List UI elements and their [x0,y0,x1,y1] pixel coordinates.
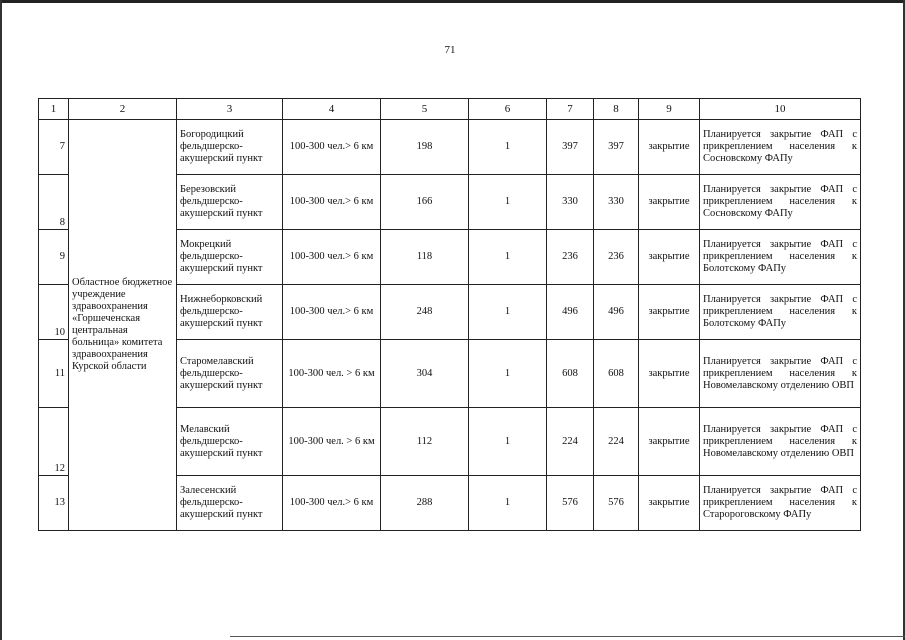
col6-cell: 1 [469,285,547,340]
col8-cell: 496 [594,285,639,340]
col7-cell: 496 [547,285,594,340]
note-cell: Планируется закрытие ФАП с прикреплением населения к Сосновскому ФАПу [700,120,861,175]
facility-name: Березовский фельдшерско-акушерский пункт [177,175,283,230]
facility-name: Мелавский фельдшерско-акушерский пункт [177,408,283,476]
action-cell: закрытие [639,476,700,531]
header-cell: 10 [700,99,861,120]
row-number: 12 [39,408,69,476]
col7-cell: 330 [547,175,594,230]
row-number: 11 [39,340,69,408]
header-cell: 4 [283,99,381,120]
action-cell: закрытие [639,230,700,285]
col8-cell: 608 [594,340,639,408]
col8-cell: 576 [594,476,639,531]
col6-cell: 1 [469,408,547,476]
col7-cell: 397 [547,120,594,175]
capacity-cell: 100-300 чел. > 6 км [283,340,381,408]
col8-cell: 397 [594,120,639,175]
organization-cell: Областное бюджетное учреждение здравоохранения «Горшеченская центральная больница» комитета здравоохранения Курской области [69,120,177,531]
col6-cell: 1 [469,230,547,285]
col5-cell: 118 [381,230,469,285]
col8-cell: 236 [594,230,639,285]
col7-cell: 608 [547,340,594,408]
facility-name: Залесенский фельдшерско-акушерский пункт [177,476,283,531]
note-cell: Планируется закрытие ФАП с прикреплением населения к Сосновскому ФАПу [700,175,861,230]
action-cell: закрытие [639,408,700,476]
col5-cell: 248 [381,285,469,340]
action-cell: закрытие [639,285,700,340]
header-cell: 9 [639,99,700,120]
col6-cell: 1 [469,120,547,175]
row-number: 7 [39,120,69,175]
scan-border-bottom [230,636,905,637]
page-number: 71 [444,44,456,56]
facility-name: Нижнеборковский фельдшерско-акушерский пункт [177,285,283,340]
note-cell: Планируется закрытие ФАП с прикреплением населения к Новомелавскому отделению ОВП [700,340,861,408]
row-number: 10 [39,285,69,340]
col6-cell: 1 [469,476,547,531]
col6-cell: 1 [469,340,547,408]
capacity-cell: 100-300 чел.> 6 км [283,230,381,285]
row-number: 8 [39,175,69,230]
row-number: 13 [39,476,69,531]
capacity-cell: 100-300 чел. > 6 км [283,408,381,476]
capacity-cell: 100-300 чел.> 6 км [283,175,381,230]
col6-cell: 1 [469,175,547,230]
header-cell: 2 [69,99,177,120]
col7-cell: 236 [547,230,594,285]
action-cell: закрытие [639,340,700,408]
facility-name: Мокрецкий фельдшерско-акушерский пункт [177,230,283,285]
capacity-cell: 100-300 чел.> 6 км [283,476,381,531]
facility-name: Старомелавский фельдшерско-акушерский пункт [177,340,283,408]
capacity-cell: 100-300 чел.> 6 км [283,120,381,175]
col7-cell: 576 [547,476,594,531]
col7-cell: 224 [547,408,594,476]
col5-cell: 112 [381,408,469,476]
header-cell: 5 [381,99,469,120]
action-cell: закрытие [639,175,700,230]
header-cell: 8 [594,99,639,120]
action-cell: закрытие [639,120,700,175]
header-cell: 1 [39,99,69,120]
scan-border-left [0,0,2,640]
capacity-cell: 100-300 чел.> 6 км [283,285,381,340]
note-cell: Планируется закрытие ФАП с прикреплением населения к Болотскому ФАПу [700,285,861,340]
facility-name: Богородицкий фельдшерско-акушерский пункт [177,120,283,175]
col5-cell: 288 [381,476,469,531]
col5-cell: 198 [381,120,469,175]
scan-border-top [0,0,905,3]
header-row [39,99,861,120]
row-number: 9 [39,230,69,285]
col5-cell: 166 [381,175,469,230]
header-cell: 6 [469,99,547,120]
col8-cell: 330 [594,175,639,230]
note-cell: Планируется закрытие ФАП с прикреплением населения к Новомелавскому отделению ОВП [700,408,861,476]
facilities-table [38,98,861,531]
note-cell: Планируется закрытие ФАП с прикреплением населения к Старороговскому ФАПу [700,476,861,531]
col8-cell: 224 [594,408,639,476]
table-row [39,120,861,175]
header-cell: 7 [547,99,594,120]
note-cell: Планируется закрытие ФАП с прикреплением населения к Болотскому ФАПу [700,230,861,285]
col5-cell: 304 [381,340,469,408]
header-cell: 3 [177,99,283,120]
